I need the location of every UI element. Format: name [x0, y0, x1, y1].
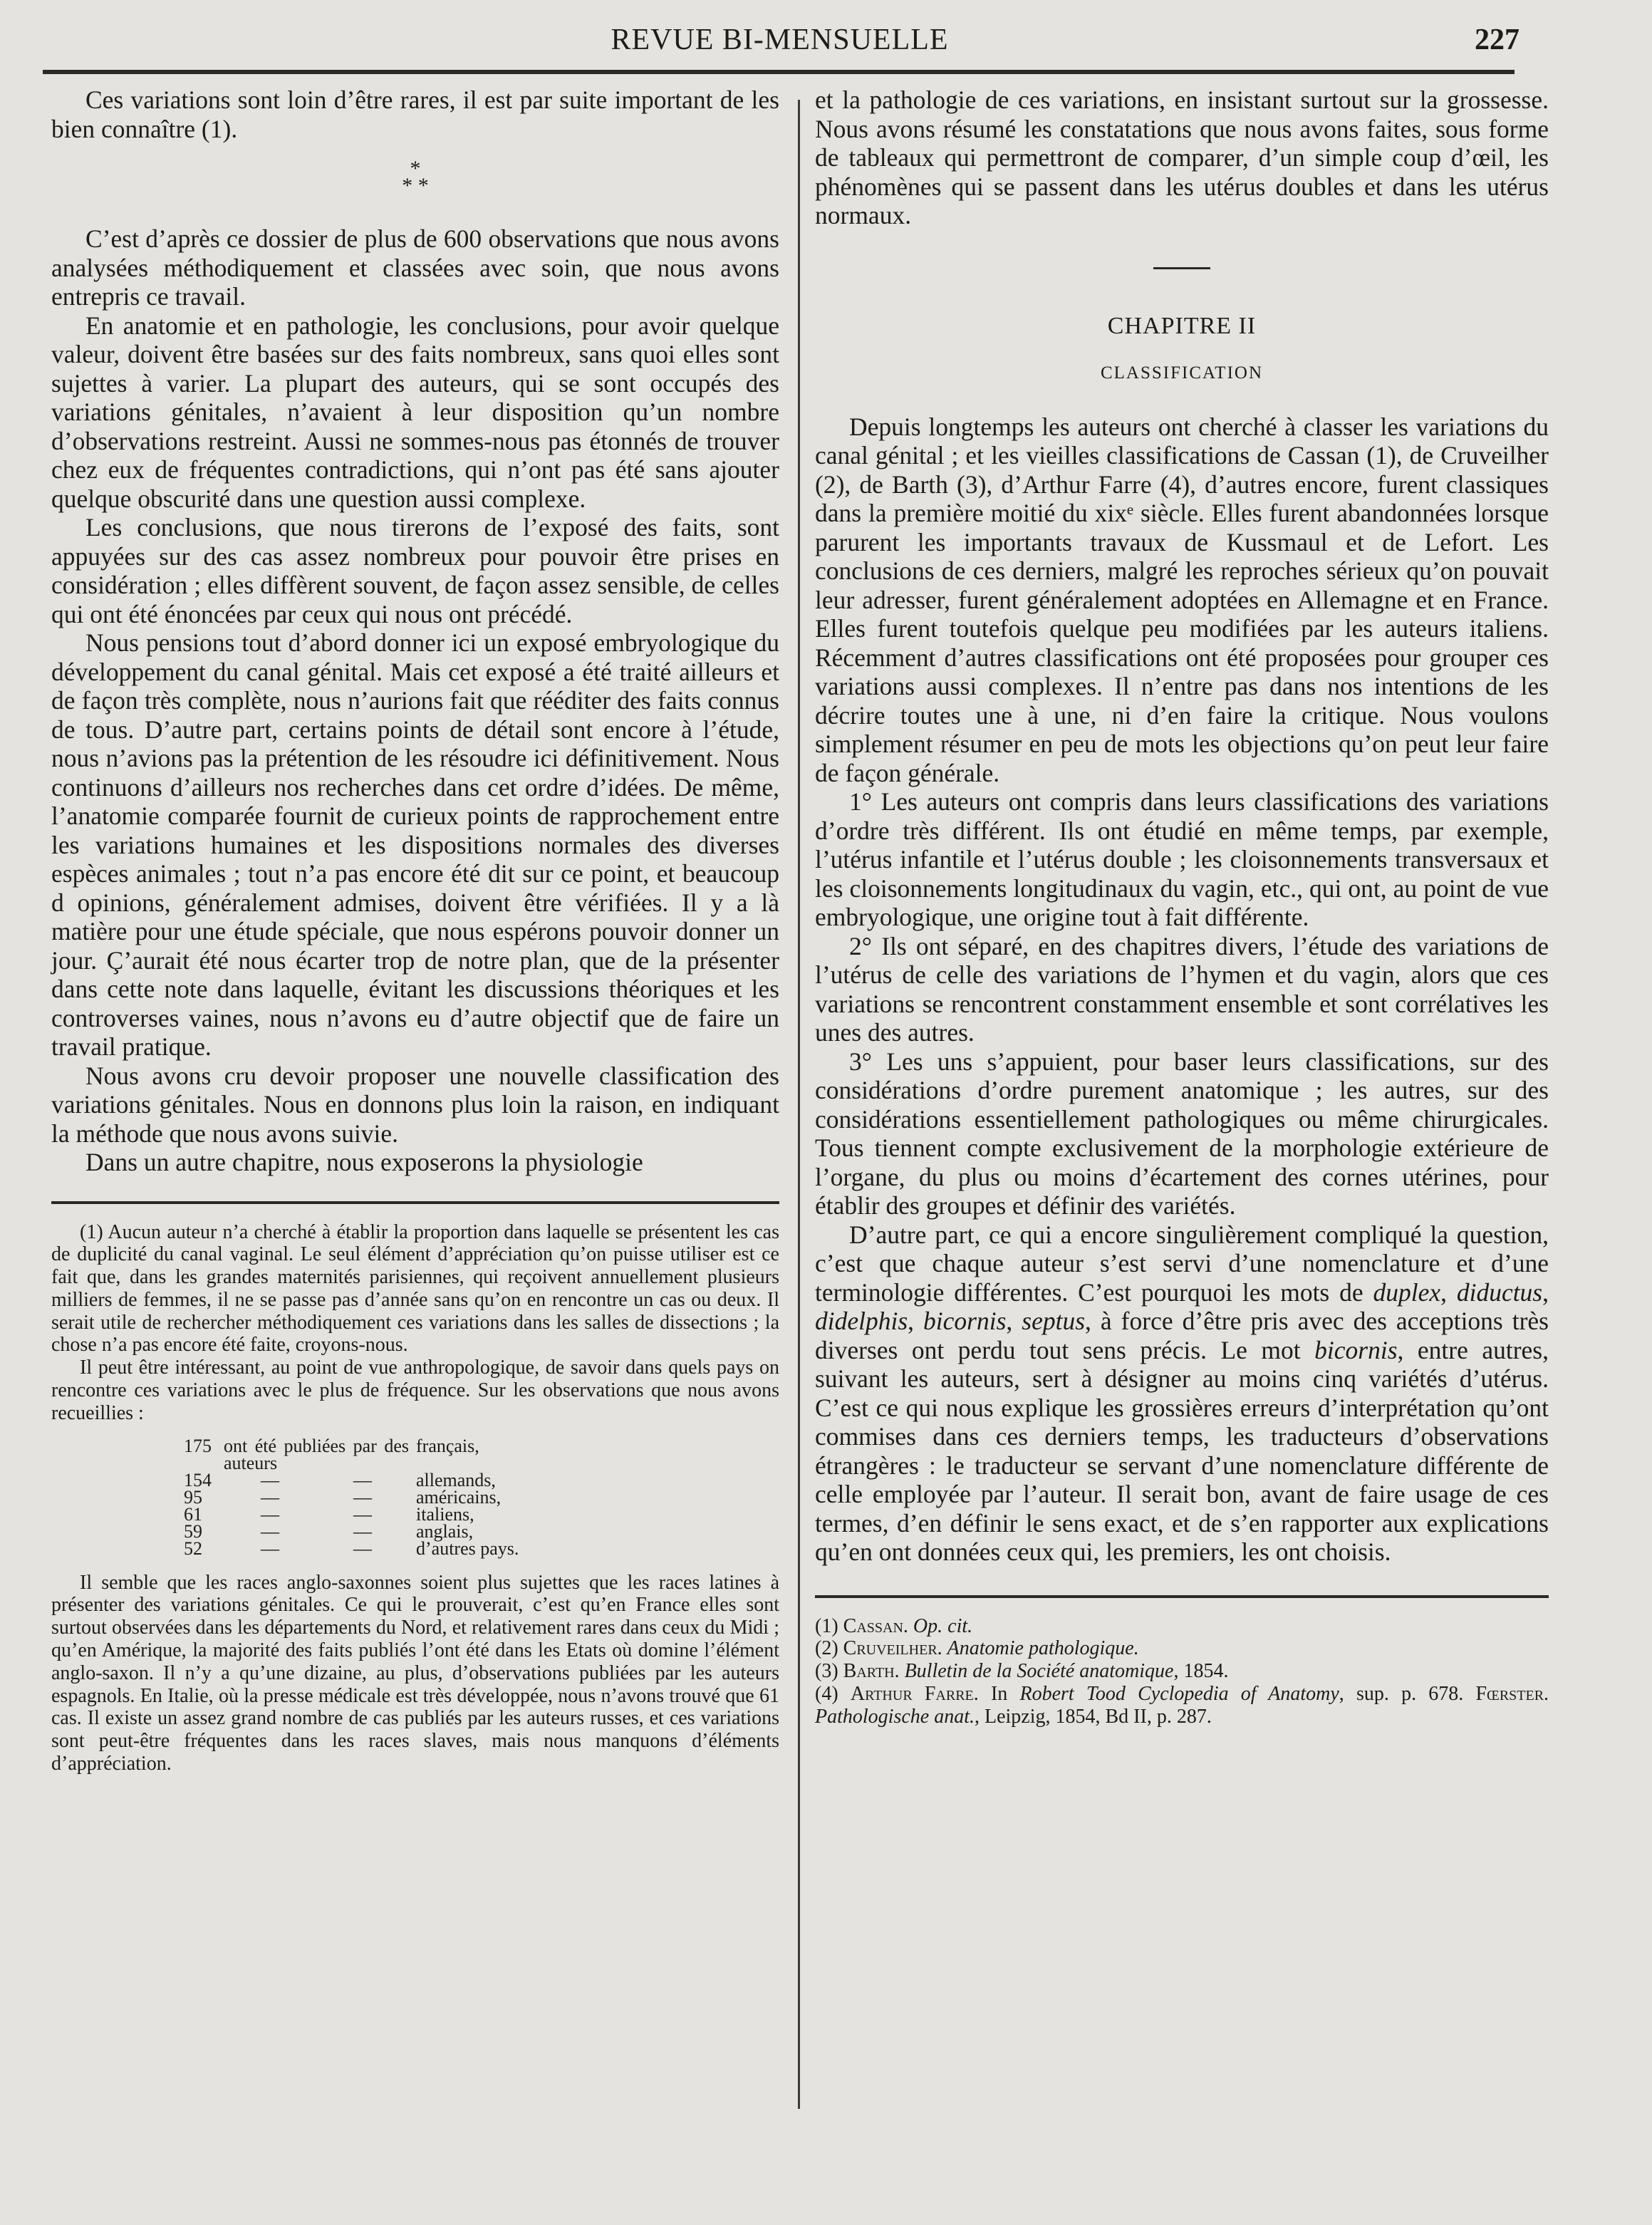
- chapter-title: CHAPITRE II: [1107, 312, 1257, 339]
- stats-row: [184, 1540, 519, 1557]
- paragraph: C’est d’après ce dossier de plus de 600 observations que nous avons analysées méthodiquement et classées avec soin, que nous avons entrepris ce travail.: [51, 224, 779, 311]
- stats-count: 61: [184, 1503, 202, 1525]
- stats-label: d’autres pays.: [416, 1537, 519, 1559]
- ditto-mark: —: [261, 1537, 279, 1559]
- footnotes: [51, 1221, 779, 1775]
- paragraph: Nous avons cru devoir proposer une nouvelle classification des variations génitales. Nous en donnons plus loin la raison, en indiquant la méthode que nous avons suivie.: [51, 1061, 779, 1148]
- section-rule: [1153, 267, 1210, 269]
- header-rule: [43, 70, 1515, 74]
- footnote-rule: [815, 1595, 1549, 1598]
- paragraph: Ces variations sont loin d’être rares, il est par suite important de les bien connaître (1).: [51, 85, 779, 143]
- ditto-mark: —: [261, 1469, 279, 1490]
- paragraph: Les conclusions, que nous tirerons de l’exposé des faits, sont appuyées sur des cas assez nombreux pour pouvoir être prises en considération ; elles diffèrent souvent, de façon assez sensible, de celles qui ont été énoncées par ceux qui nous ont précédé.: [51, 513, 779, 628]
- paragraph: D’autre part, ce qui a encore singulièrement compliqué la question, c’est que chaque auteur s’est servi d’une nomenclature et d’une terminologie différentes. C’est pourquoi les mots de duplex, diductus, didelphis, bicornis, septus, à force d’être pris avec des acceptions très diverses ont perdu tout sens précis. Le mot bicornis, entre autres, suivant les auteurs, sert à désigner au moins cinq variétés d’utérus. C’est ce qui nous explique les grossières erreurs d’interprétation qu’ont commises dans ces derniers temps, les traducteurs d’observations étrangères : le traducteur se servant d’une nomenclature différente de celle employée par l’auteur. Il serait bon, avant de faire usage de ces termes, d’en définir le sens exact, et de s’en rapporter aux explications qu’en ont données ceux qui, les premiers, les ont choisis.: [815, 1220, 1549, 1566]
- footnote: (1) Aucun auteur n’a cherché à établir la proportion dans laquelle se présentent les cas de duplicité du canal vaginal. Le seul élément d’appréciation qu’on puisse utiliser est ce fait que, dans les grandes maternités parisiennes, qui reçoivent annuellement plusieurs milliers de femmes, il ne se passe pas d’année sans qu’on en rencontre un cas ou deux. Il serait utile de rechercher méthodiquement ces variations dans les salles de dissections ; la chose n’a pas encore été faite, croyons-nous.: [51, 1220, 779, 1357]
- stats-count: 52: [184, 1537, 202, 1559]
- paragraph: Depuis longtemps les auteurs ont cherché à classer les variations du canal génital ; et les vieilles classifications de Cassan (1), de Cruveilher (2), de Barth (3), d’Arthur Farre (4), d’autres encore, furent classiques dans la première moitié du xixᵉ siècle. Elles furent abandonnées lorsque parurent les importants travaux de Kussmaul et de Lefort. Les conclusions de ces derniers, malgré les reproches sérieux qu’on pouvait leur adresser, furent généralement adoptées en Allemagne et en France. Elles furent toutefois quelque peu modifiées par les auteurs italiens. Récemment d’autres classifications ont été proposées pour grouper ces variations aussi complexes. Il n’entre pas dans nos intentions de les décrire toutes une à une, ni d’en faire la critique. Nous voulons simplement résumer en peu de mots les objections qu’on peut leur faire de façon générale.: [815, 412, 1549, 787]
- running-title: REVUE BI-MENSUELLE: [611, 24, 949, 56]
- stats-label: américains,: [416, 1486, 502, 1508]
- footnote-rule: [51, 1201, 779, 1204]
- ditto-mark: —: [353, 1503, 372, 1525]
- page-header: [43, 20, 1517, 63]
- footnote: Il semble que les races anglo-saxonnes soient plus sujettes que les races latines à présenter des variations génitales. Ce qui le prouverait, c’est qu’en France elles sont surtout observées dans les départements du Nord, et relativement rares dans ceux du Midi ; qu’en Amérique, la majorité des faits publiés l’ont été dans les Etats où domine l’élément anglo-saxon. Il n’y a qu’une dizaine, au plus, d’observations publiées par les auteurs espagnols. En Italie, où la presse médicale est très développée, nous n’avons trouvé que 61 cas. Il existe un assez grand nombre de cas publiés par les auteurs russes, et ces variations sont peut-être fréquentes dans les races slaves, mais nous manquons d’éléments d’appréciation.: [51, 1571, 779, 1775]
- paragraph: 3° Les uns s’appuient, pour baser leurs classifications, sur des considérations d’ordre purement anatomique ; les autres, sur des considérations essentiellement pathologiques ou même chirurgicales. Tous tiennent compte exclusivement de la morphologie extérieure de l’organe, du plus ou moins d’écartement des cornes utérines, pour établir des groupes et définir des variétés.: [815, 1047, 1549, 1220]
- ditto-mark: —: [261, 1503, 279, 1525]
- stats-row: [184, 1438, 519, 1472]
- paragraph: 1° Les auteurs ont compris dans leurs classifications des variations d’ordre très différent. Ils ont étudié en même temps, par exemple, l’utérus infantile et l’utérus double ; les cloisonnements transversaux et les cloisonnements longitudinaux du vagin, etc., qui ont, au point de vue embryologique, une origine tout à fait différente.: [815, 787, 1549, 931]
- ditto-mark: —: [261, 1520, 279, 1542]
- paragraph: et la pathologie de ces variations, en insistant surtout sur la grossesse. Nous avons résumé les constatations que nous avons faites, sous forme de tableaux qui permettront de comparer, d’un simple coup d’œil, les phénomènes qui se passent dans les utérus doubles et dans les utérus normaux.: [815, 85, 1549, 229]
- stats-table: [184, 1435, 519, 1559]
- column-divider: [798, 100, 800, 2109]
- footnote: Il peut être intéressant, au point de vue anthropologique, de savoir dans quels pays on rencontre ces variations avec le plus de fréquence. Sur les observations que nous avons recueillies :: [51, 1357, 779, 1424]
- paragraph: Nous pensions tout d’abord donner ici un exposé embryologique du développement du canal génital. Mais cet exposé a été traité ailleurs et de façon très complète, nous n’aurions fait que rééditer des faits connus de tous. D’autre part, certains points de détail sont encore à l’étude, nous n’avions pas la prétention de les résoudre ici définitivement. Nous continuons d’ailleurs nos recherches dans cet ordre d’idées. De même, l’anatomie comparée fournit de curieux points de rapprochement entre les variations humaines et les dispositions normales des diverses espèces animales ; tout n’a pas encore été dit sur ce point, et beaucoup d opinions, généralement admises, doivent être vérifiées. Il y a là matière pour une étude spéciale, que nous espérons pouvoir donner un jour. Ç’aurait été nous écarter trop de notre plan, que de la présenter dans cette note dans laquelle, évitant les discussions théoriques et les controverses vaines, nous n’avons eu d’autre objectif que de faire un travail pratique.: [51, 628, 779, 1061]
- section-title: CLASSIFICATION: [1100, 363, 1264, 383]
- stats-label: français,: [416, 1435, 479, 1456]
- stats-count: 95: [184, 1486, 202, 1508]
- page-number: 227: [1475, 24, 1519, 56]
- references: [815, 1615, 1549, 1728]
- ditto-mark: —: [353, 1520, 372, 1542]
- stats-count: 59: [184, 1520, 202, 1542]
- stats-count: 175: [184, 1435, 212, 1456]
- ditto-mark: —: [261, 1486, 279, 1508]
- ditto-mark: —: [353, 1486, 372, 1508]
- reference: (3) Barth. Bulletin de la Société anatomique, 1854.: [815, 1660, 1229, 1683]
- left-column: [51, 85, 779, 1775]
- reference: (2) Cruveilher. Anatomie pathologique.: [815, 1637, 1139, 1660]
- stats-label: allemands,: [416, 1469, 496, 1490]
- paragraph: Dans un autre chapitre, nous exposerons la physiologie: [85, 1148, 643, 1176]
- stats-label: anglais,: [416, 1520, 474, 1542]
- reference: (1) Cassan. Op. cit.: [815, 1614, 973, 1637]
- right-column: [815, 85, 1549, 1728]
- reference: (4) Arthur Farre. In Robert Tood Cyclopedia of Anatomy, sup. p. 678. Fœrster. Pathologische anat., Leipzig, 1854, Bd II, p. 287.: [815, 1682, 1549, 1728]
- paragraph: En anatomie et en pathologie, les conclusions, pour avoir quelque valeur, doivent être basées sur des faits nombreux, sans quoi elles sont sujettes à varier. La plupart des auteurs, qui se sont occupés des variations génitales, n’avaient à leur disposition qu’un nombre d’observations restreint. Aussi ne sommes-nous pas étonnés de trouver chez eux de fréquentes contradictions, qui n’ont pas été sans ajouter quelque obscurité dans une question aussi complexe.: [51, 311, 779, 513]
- stats-label: italiens,: [416, 1503, 474, 1525]
- paragraph: 2° Ils ont séparé, en des chapitres divers, l’étude des variations de l’utérus de celle des variations de l’hymen et du vagin, alors que ces variations se rencontrent constamment ensemble et sont corrélatives les unes des autres.: [815, 931, 1549, 1047]
- stats-text: ont été publiées par des auteurs: [224, 1435, 409, 1473]
- ditto-mark: —: [353, 1537, 372, 1559]
- ditto-mark: —: [353, 1469, 372, 1490]
- asterism: * * *: [402, 157, 429, 197]
- stats-count: 154: [184, 1469, 212, 1490]
